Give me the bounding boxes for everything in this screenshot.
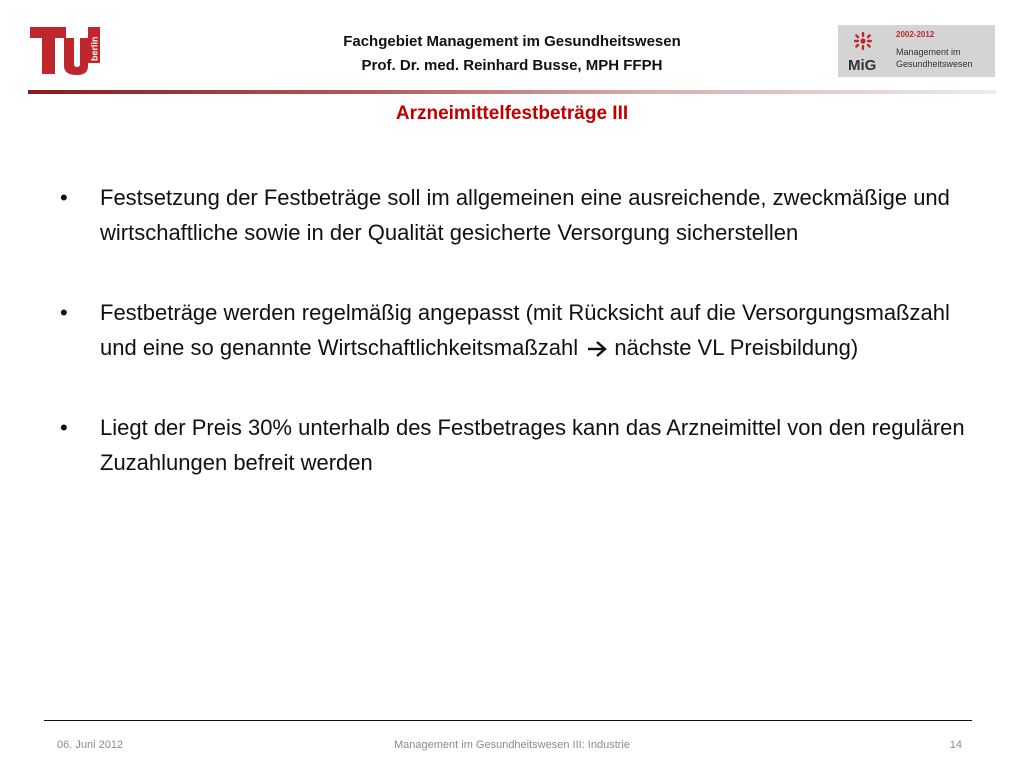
header-institution: [250, 30, 774, 78]
tu-logo-sub-text: berlin: [89, 36, 100, 61]
mig-brand-text: MiG: [848, 57, 877, 72]
header-divider: [28, 90, 996, 94]
mig-logo-icon: [848, 30, 878, 72]
tu-berlin-logo-icon: [28, 24, 102, 78]
arrow-right-icon: [586, 340, 608, 358]
mig-name-line2: Gesundheitswesen: [896, 59, 973, 69]
header-professor: Prof. Dr. med. Reinhard Busse, MPH FFPH: [361, 57, 663, 74]
mig-name-line1: Management im: [896, 47, 961, 57]
bullet-item: [58, 295, 978, 365]
tu-berlin-logo: [28, 24, 102, 78]
bullet-marker: •: [60, 415, 68, 440]
bullet-marker: •: [60, 300, 68, 325]
page-number: 14: [949, 739, 962, 751]
bullet-text: Festbeträge werden regelmäßig angepasst (mit Rücksicht auf die Versorgungsmaßzahl und eine so genannte Wirtschaftlichkeitsmaßzahl: [100, 300, 950, 360]
mig-years: 2002-2012: [896, 30, 935, 39]
bullet-item: [58, 410, 978, 480]
mig-name: [896, 46, 973, 70]
mig-logo: [838, 25, 995, 77]
footer-title: Management im Gesundheitswesen III: Industrie: [393, 739, 630, 751]
footer-date: 06. Juni 2012: [57, 739, 124, 751]
bullet-marker: •: [60, 185, 68, 210]
bullet-text-continuation: nächste VL Preisbildung): [614, 335, 859, 360]
bullet-item: [58, 180, 978, 250]
footer-divider: [44, 720, 972, 721]
header-department: Fachgebiet Management im Gesundheitswesen: [343, 33, 681, 50]
slide-title: Arzneimittelfestbeträge III: [395, 103, 629, 124]
bullet-list: [58, 180, 978, 525]
bullet-text: Festsetzung der Festbeträge soll im allgemeinen eine ausreichende, zweckmäßige und wirtschaftliche sowie in der Qualität gesicherte Versorgung sicherstellen: [100, 185, 950, 245]
bullet-text: Liegt der Preis 30% unterhalb des Festbetrages kann das Arzneimittel von den regulären Zuzahlungen befreit werden: [100, 415, 965, 475]
